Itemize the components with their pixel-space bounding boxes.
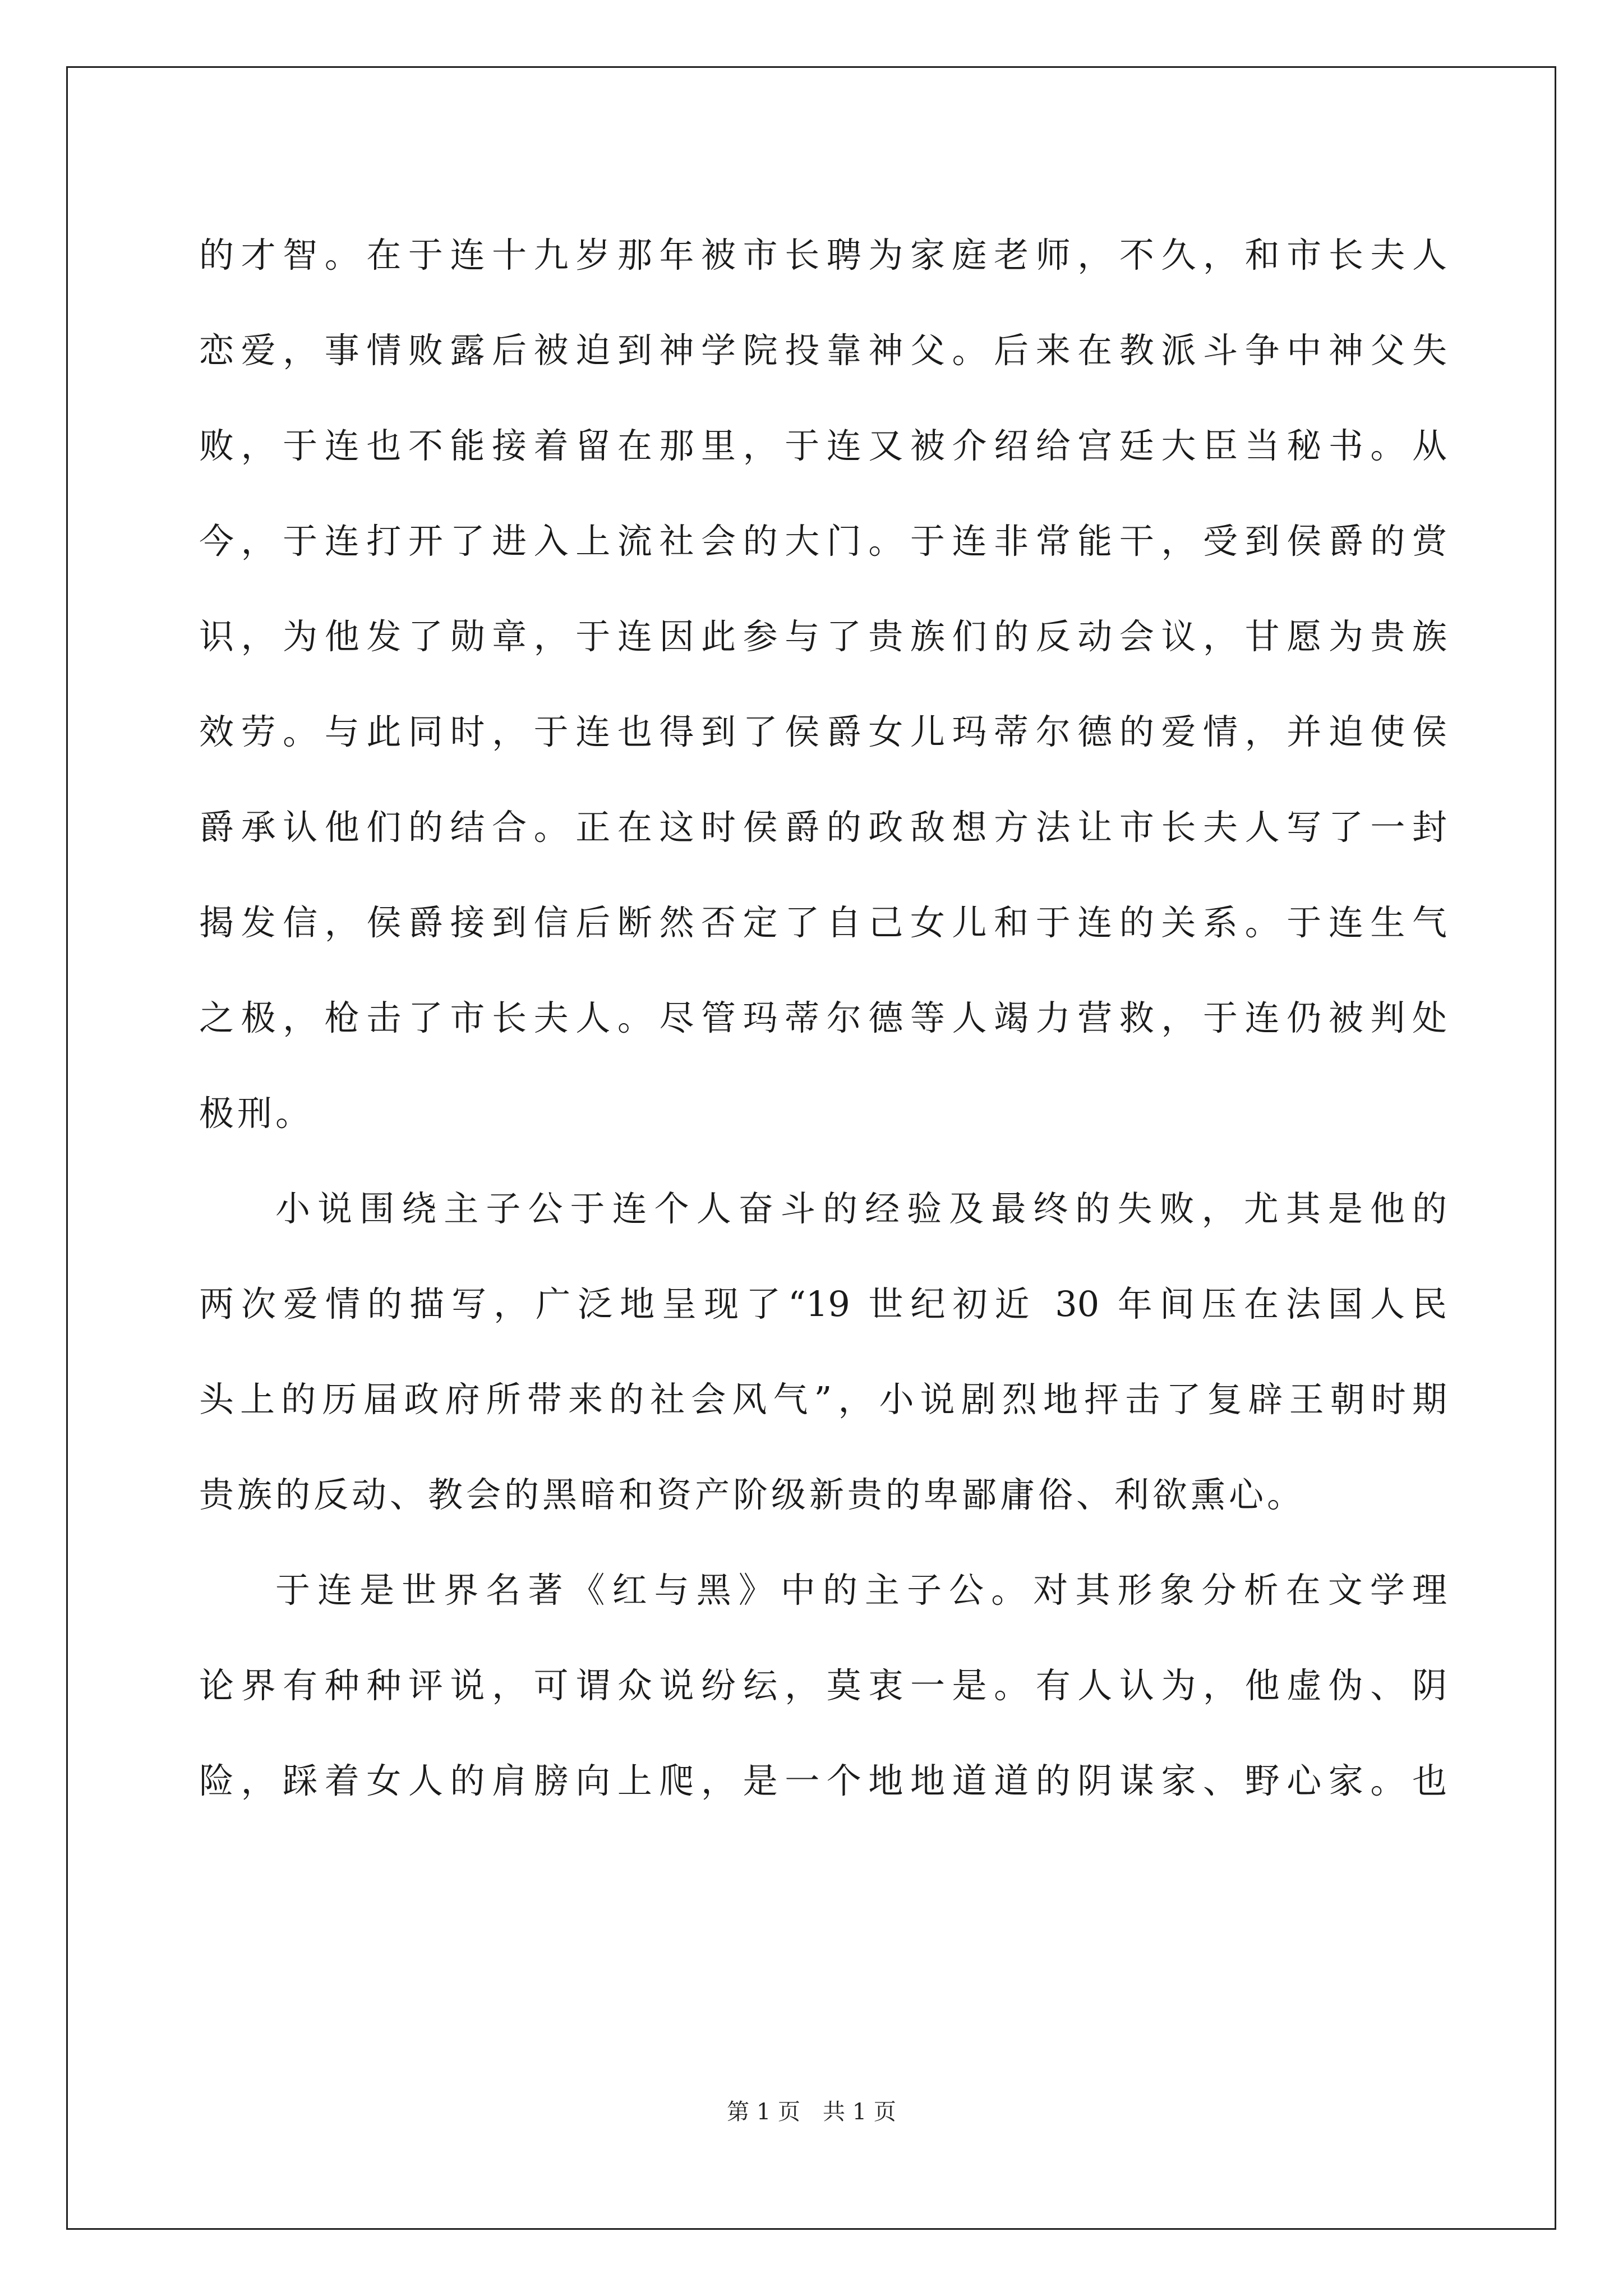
text-line: 恋爱，事情败露后被迫到神学院投靠神父。后来在教派斗争中神父失 — [199, 330, 1447, 371]
text-line: 于连是世界名著《红与黑》中的主子公。对其形象分析在文学理 — [275, 1570, 1447, 1611]
text-line: 效劳。与此同时，于连也得到了侯爵女儿玛蒂尔德的爱情，并迫使侯 — [199, 711, 1447, 752]
text-line: 头上的历届政府所带来的社会风气”，小说剧烈地抨击了复辟王朝时期 — [199, 1379, 1447, 1420]
text-line: 小说围绕主子公于连个人奋斗的经验及最终的失败，尤其是他的 — [275, 1188, 1447, 1229]
text-line: 之极，枪击了市长夫人。尽管玛蒂尔德等人竭力营救，于连仍被判处 — [199, 997, 1447, 1038]
page-number: 第 1 页 — [727, 2099, 800, 2125]
text-line: 今，于连打开了进入上流社会的大门。于连非常能干，受到侯爵的赏 — [199, 521, 1447, 562]
text-line: 爵承认他们的结合。正在这时侯爵的政敌想方法让市长夫人写了一封 — [199, 807, 1447, 848]
text-line: 两次爱情的描写，广泛地呈现了“19 世纪初近 30 年间压在法国人民 — [199, 1283, 1447, 1324]
text-line: 险，踩着女人的肩膀向上爬，是一个地地道道的阴谋家、野心家。也 — [199, 1760, 1447, 1801]
text-line: 识，为他发了勋章，于连因此参与了贵族们的反动会议，甘愿为贵族 — [199, 616, 1447, 657]
text-line: 论界有种种评说，可谓众说纷纭，莫衷一是。有人认为，他虚伪、阴 — [199, 1665, 1447, 1706]
page-footer — [0, 2095, 1623, 2129]
text-line: 极刑。 — [199, 1093, 314, 1134]
text-line: 揭发信，侯爵接到信后断然否定了自己女儿和于连的关系。于连生气 — [199, 902, 1447, 943]
document-body — [199, 208, 1447, 1829]
text-line: 的才智。在于连十九岁那年被市长聘为家庭老师，不久，和市长夫人 — [199, 234, 1447, 275]
page-total: 共 1 页 — [823, 2099, 896, 2125]
text-line: 贵族的反动、教会的黑暗和资产阶级新贵的卑鄙庸俗、利欲熏心。 — [199, 1474, 1306, 1515]
text-line: 败，于连也不能接着留在那里，于连又被介绍给宫廷大臣当秘书。从 — [199, 425, 1447, 466]
